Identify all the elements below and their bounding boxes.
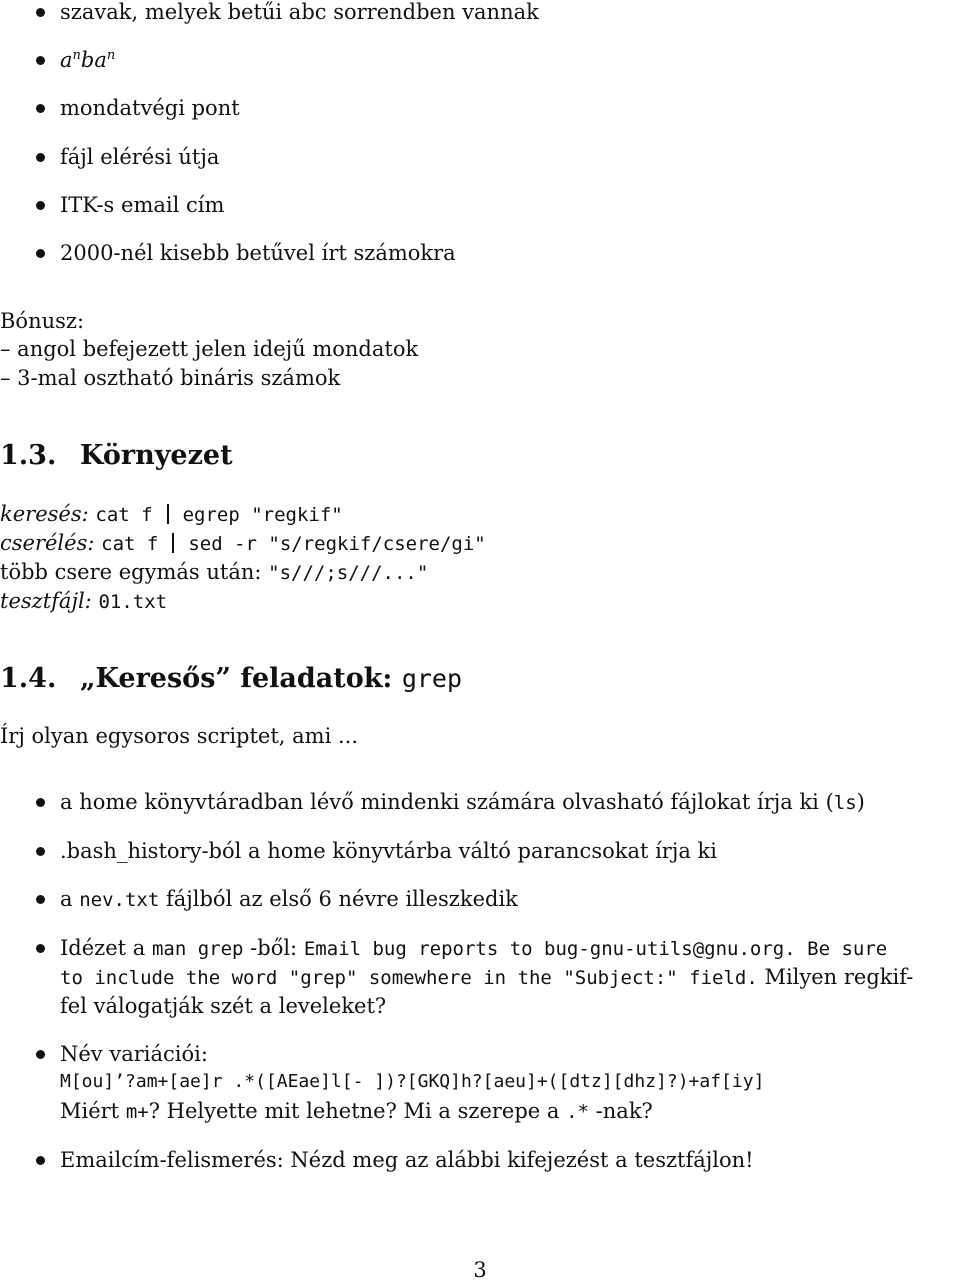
search-command-line: keresés: cat f egrep "regkif" xyxy=(0,502,343,526)
bullet-icon xyxy=(36,1156,45,1165)
bonus-item: – angol befejezett jelen idejű mondatok xyxy=(0,337,419,361)
bonus-title: Bónusz: xyxy=(0,309,85,333)
section-heading-1-3: 1.3. Környezet xyxy=(0,440,233,471)
question-line: Miért m+? Helyette mit lehetne? Mi a szerepe a .* -nak? xyxy=(60,1099,653,1123)
bullet-icon xyxy=(36,895,45,904)
bullet-icon xyxy=(36,1050,45,1059)
intro-text: Írj olyan egysoros scriptet, ami ... xyxy=(0,724,358,748)
section-heading-1-4: 1.4. „Keresős” feladatok: grep xyxy=(0,663,463,694)
regex-line: M[ou]’?am+[ae]r .*([AEae]l[- ])?[GKQ]h?[aeu]+([dtz][dhz]?)+af[iy] xyxy=(60,1071,765,1092)
bullet-icon xyxy=(36,847,45,856)
pipe-icon xyxy=(167,504,169,524)
pipe-icon xyxy=(172,533,174,553)
bullet-icon xyxy=(36,8,45,17)
bullet-icon xyxy=(36,104,45,113)
bullet-icon xyxy=(36,56,45,65)
page-number: 3 xyxy=(473,1258,487,1282)
bullet-icon xyxy=(36,944,45,953)
testfile-line: tesztfájl: 01.txt xyxy=(0,589,168,613)
bullet-icon xyxy=(36,249,45,258)
replace-command-line: cserélés: cat f sed -r "s/regkif/csere/gi" xyxy=(0,531,486,555)
bullet-icon xyxy=(36,153,45,162)
bonus-item: – 3-mal osztható bináris számok xyxy=(0,366,341,390)
bullet-icon xyxy=(36,201,45,210)
bullet-icon xyxy=(36,798,45,807)
multi-replace-line: több csere egymás után: "s///;s///..." xyxy=(0,560,429,584)
quote-line-3: fel válogatják szét a leveleket? xyxy=(60,994,387,1018)
quote-line-2: to include the word "grep" somewhere in the "Subject:" field. Milyen regkif- xyxy=(60,965,914,989)
